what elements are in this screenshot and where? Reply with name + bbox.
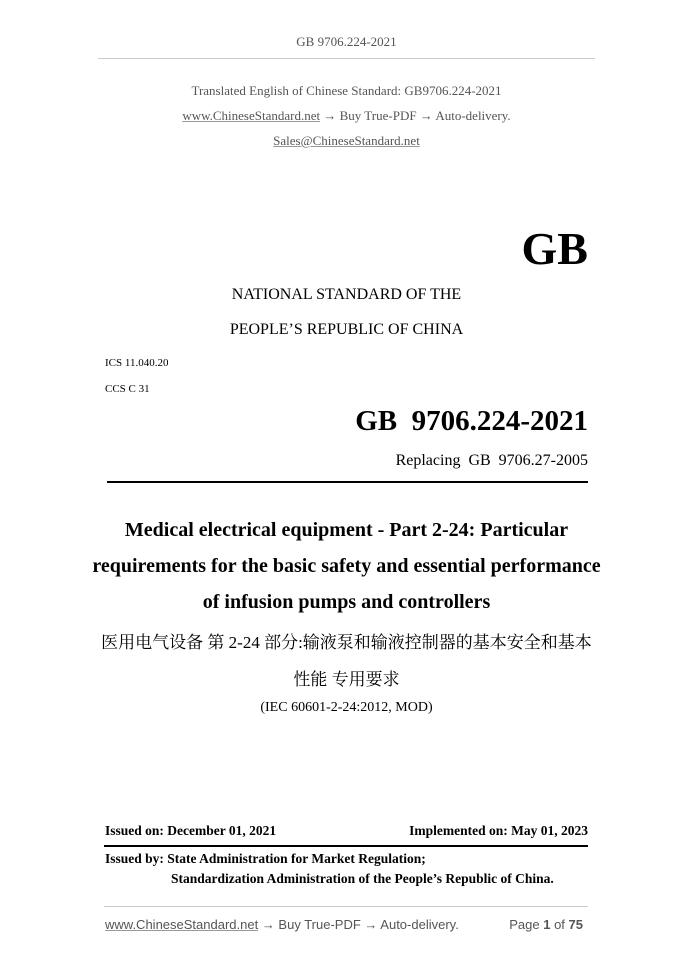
header-divider (98, 58, 595, 59)
gb-logo: GB (521, 223, 588, 274)
footer-promo (105, 917, 459, 932)
title-en-line-3: of infusion pumps and controllers (202, 591, 491, 613)
national-line-1: NATIONAL STANDARD OF THE (231, 286, 462, 303)
buy-text: → Buy True-PDF → Auto-delivery. (320, 108, 511, 123)
standard-number: GB 9706.224-2021 (355, 405, 588, 437)
promo-line (0, 108, 693, 124)
footer-site-link[interactable]: www.ChineseStandard.net (105, 917, 259, 932)
title-divider (107, 481, 588, 483)
translated-note: Translated English of Chinese Standard: GB9706.224-2021 (191, 83, 502, 98)
iec-reference: (IEC 60601-2-24:2012, MOD) (260, 700, 433, 715)
issued-by-2: Standardization Administration of the People’s Republic of China. (171, 871, 554, 886)
page-label: Page (509, 917, 544, 932)
title-zh-line-2: 性能 专用要求 (293, 670, 400, 689)
issue-divider (104, 845, 588, 847)
title-zh-line-1: 医用电气设备 第 2-24 部分:输液泵和输液控制器的基本安全和基本 (101, 633, 592, 652)
footer-buy-text: → Buy True-PDF → Auto-delivery. (258, 917, 459, 932)
ics-code: ICS 11.040.20 (105, 357, 169, 369)
footer-divider (104, 906, 588, 907)
running-header: GB 9706.224-2021 (296, 34, 397, 49)
of-label: of (550, 917, 569, 932)
title-en-line-2: requirements for the basic safety and essential performance (92, 555, 601, 577)
page-total: 75 (568, 917, 583, 932)
sales-line (0, 133, 693, 149)
issued-on: Issued on: December 01, 2021 (105, 823, 277, 838)
title-en-line-1: Medical electrical equipment - Part 2-24: Particular (124, 519, 569, 541)
sales-email-link[interactable]: Sales@ChineseStandard.net (273, 133, 420, 148)
site-link[interactable]: www.ChineseStandard.net (182, 108, 321, 123)
page-number: 1 (543, 917, 551, 932)
national-line-2: PEOPLE’S REPUBLIC OF CHINA (229, 321, 464, 338)
page-indicator (509, 917, 583, 932)
implemented-on: Implemented on: May 01, 2023 (409, 823, 588, 838)
replacing-note: Replacing GB 9706.27-2005 (395, 452, 588, 469)
issued-by: Issued by: State Administration for Market Regulation; (105, 851, 426, 866)
ccs-code: CCS C 31 (105, 383, 150, 395)
